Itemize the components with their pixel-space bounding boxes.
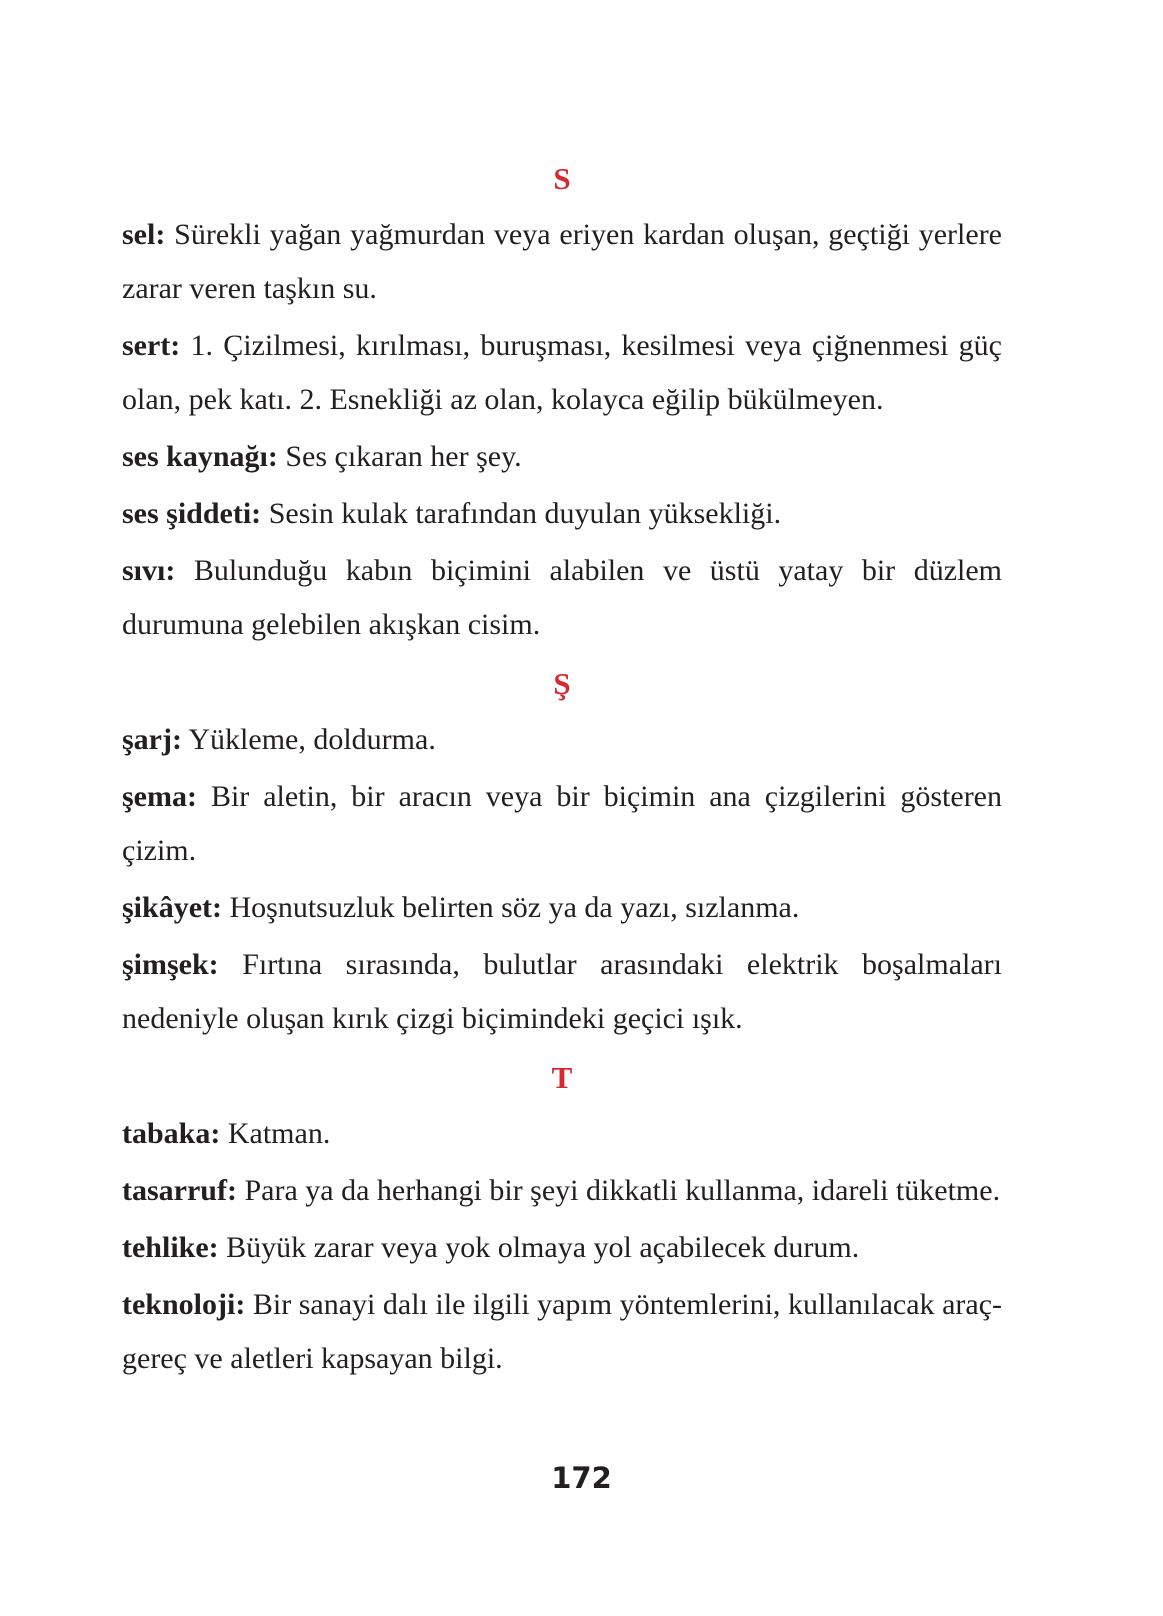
entry-term: şimşek: (122, 948, 219, 981)
entry-ses-kaynagi (122, 430, 1002, 484)
section-letter: T (551, 1060, 573, 1095)
section-s (122, 150, 1002, 652)
entry-sivi (122, 544, 1002, 652)
entry-simsek (122, 938, 1002, 1046)
entry-definition: Hoşnutsuzluk belirten söz ya da yazı, sızlanma. (229, 891, 800, 924)
entry-term: teknoloji: (122, 1288, 246, 1321)
entry-definition: Para ya da herhangi bir şeyi dikkatli kullanma, idareli tüketme. (244, 1174, 1001, 1207)
entry-term: sert: (122, 329, 181, 362)
entry-definition: Katman. (227, 1117, 331, 1150)
entry-sema (122, 770, 1002, 878)
entry-term: ses şiddeti: (122, 497, 262, 530)
entry-tabaka (122, 1107, 1002, 1161)
section-t (122, 1049, 1002, 1386)
entry-teknoloji (122, 1278, 1002, 1386)
entry-definition: Bir aletin, bir aracın veya bir biçimin ana çizgilerini gösteren çizim. (122, 780, 1002, 867)
entry-ses-siddeti (122, 487, 1002, 541)
page-number: 172 (551, 1461, 612, 1495)
entry-definition: Büyük zarar veya yok olmaya yol açabilecek durum. (226, 1231, 860, 1264)
entry-term: şema: (122, 780, 197, 813)
entry-sikayet (122, 881, 1002, 935)
entry-term: şarj: (122, 723, 182, 756)
entry-definition: Ses çıkaran her şey. (285, 440, 522, 473)
entry-term: tasarruf: (122, 1174, 237, 1207)
entry-definition: Fırtına sırasında, bulutlar arasındaki elektrik boşalmaları nedeniyle oluşan kırık çizgi biçimindeki geçici ışık. (122, 948, 1003, 1035)
entry-definition: Sesin kulak tarafından duyulan yüksekliği. (268, 497, 782, 530)
entry-term: tabaka: (122, 1117, 221, 1150)
entry-sarj (122, 713, 1002, 767)
section-letter: S (553, 161, 571, 196)
entry-tehlike (122, 1221, 1002, 1275)
entry-definition: Bir sanayi dalı ile ilgili yapım yöntemlerini, kullanılacak araç-gereç ve aletleri kapsayan bilgi. (122, 1288, 1002, 1375)
entry-definition: 1. Çizilmesi, kırılması, buruşması, kesilmesi veya çiğnenmesi güç olan, pek katı. 2. Esnekliği az olan, kolayca eğilip bükülmeyen. (122, 329, 1002, 416)
entry-definition: Yükleme, doldurma. (188, 723, 436, 756)
entry-term: sıvı: (122, 554, 176, 587)
entry-term: şikâyet: (122, 891, 222, 924)
entry-term: ses kaynağı: (122, 440, 278, 473)
entry-sert (122, 319, 1002, 427)
section-letter: Ş (553, 666, 571, 701)
entry-definition: Sürekli yağan yağmurdan veya eriyen kardan oluşan, geçtiği yerlere zarar veren taşkın su. (122, 218, 1003, 305)
entry-term: sel: (122, 218, 166, 251)
entry-tasarruf (122, 1164, 1002, 1218)
entry-sel (122, 208, 1002, 316)
entry-definition: Bulunduğu kabın biçimini alabilen ve üstü yatay bir düzlem durumuna gelebilen akışkan cisim. (122, 554, 1003, 641)
entry-term: tehlike: (122, 1231, 219, 1264)
glossary (122, 150, 1002, 1389)
section-sh (122, 655, 1002, 1046)
